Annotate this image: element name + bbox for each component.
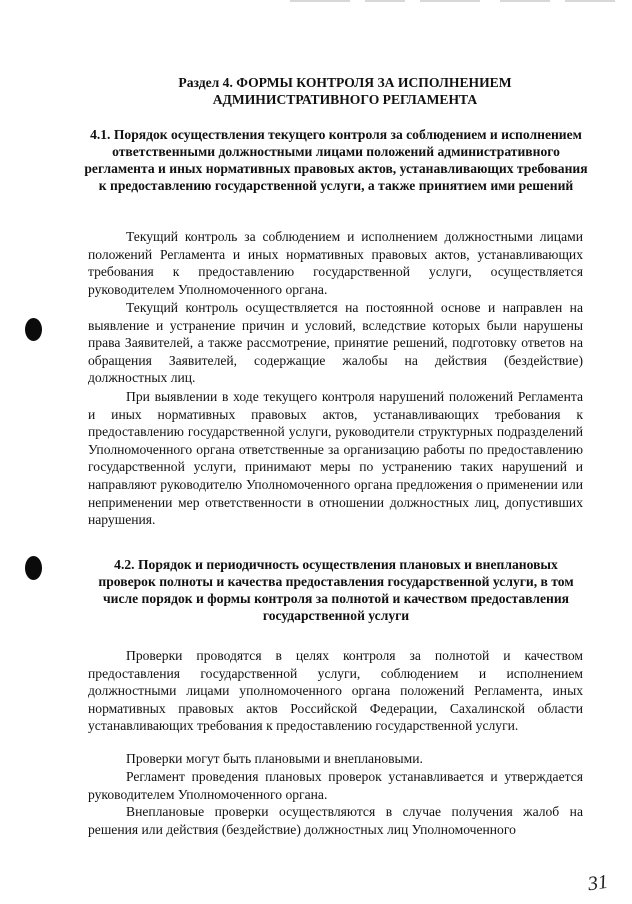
scan-edge-mark	[500, 0, 550, 2]
paragraph: Регламент проведения плановых проверок устанавливается и утверждается руководителем Уполномоченного органа.	[88, 769, 583, 802]
paragraph: Проверки проводятся в целях контроля за полнотой и качеством предоставления государственной услуги, соблюдением и исполнением должностными лицами уполномоченного органа положений Регламента, иных нормативных правовых актов Российской Федерации, Сахалинской области устанавливающих требования к предоставлению государственной услуги.	[88, 648, 583, 734]
scan-edge-mark	[290, 0, 350, 2]
punch-hole	[25, 556, 42, 580]
paragraph: При выявлении в ходе текущего контроля нарушений положений Регламента и иных нормативных правовых актов, устанавливающих требования к предоставлению государственной услуги, руководители структурных подразделений Уполномоченного органа ответственные за организацию работы по предоставлению государственной услуги, принимают меры по устранению таких нарушений и направляют руководителю Уполномоченного органа предложения о применении или неприменении мер ответственности в отношении должностных лиц, допустивших нарушения.	[88, 389, 583, 528]
section-title: Раздел 4. ФОРМЫ КОНТРОЛЯ ЗА ИСПОЛНЕНИЕМ АДМИНИСТРАТИВНОГО РЕГЛАМЕНТА	[178, 75, 512, 107]
paragraph: Текущий контроль за соблюдением и исполнением должностными лицами положений Регламента и иных нормативных правовых актов, устанавливающих требования к предоставлению государственной услуги, осуществляется руководителем Уполномоченного органа.	[88, 229, 583, 297]
scan-edge-mark	[365, 0, 405, 2]
punch-hole	[25, 318, 42, 341]
subsection-2-heading: 4.2. Порядок и периодичность осуществления плановых и внеплановых проверок полноты и качества предоставления государственной услуги, в том числе порядок и формы контроля за полнотой и качеством предоставления государственной услуги	[98, 557, 574, 623]
scan-edge-mark	[565, 0, 615, 2]
scan-edge-mark	[420, 0, 480, 2]
paragraph: Текущий контроль осуществляется на постоянной основе и направлен на выявление и устранение причин и условий, вследствие которых были нарушены права Заявителей, а также рассмотрение, принятие решений, подготовку ответов на обращения Заявителей, содержащие жалобы на действия (бездействие) должностных лиц.	[88, 300, 583, 386]
paragraph: Проверки могут быть плановыми и внеплановыми.	[126, 751, 423, 766]
page-number: 31	[586, 870, 610, 896]
subsection-1-heading: 4.1. Порядок осуществления текущего контроля за соблюдением и исполнением ответственными должностными лицами положений административного регламента и иных нормативных правовых актов, устанавливающих требования к предоставлению государственной услуги, а также принятием ими решений	[84, 127, 588, 193]
paragraph: Внеплановые проверки осуществляются в случае получения жалоб на решения или действия (бездействие) должностных лиц Уполномоченного	[88, 804, 583, 837]
